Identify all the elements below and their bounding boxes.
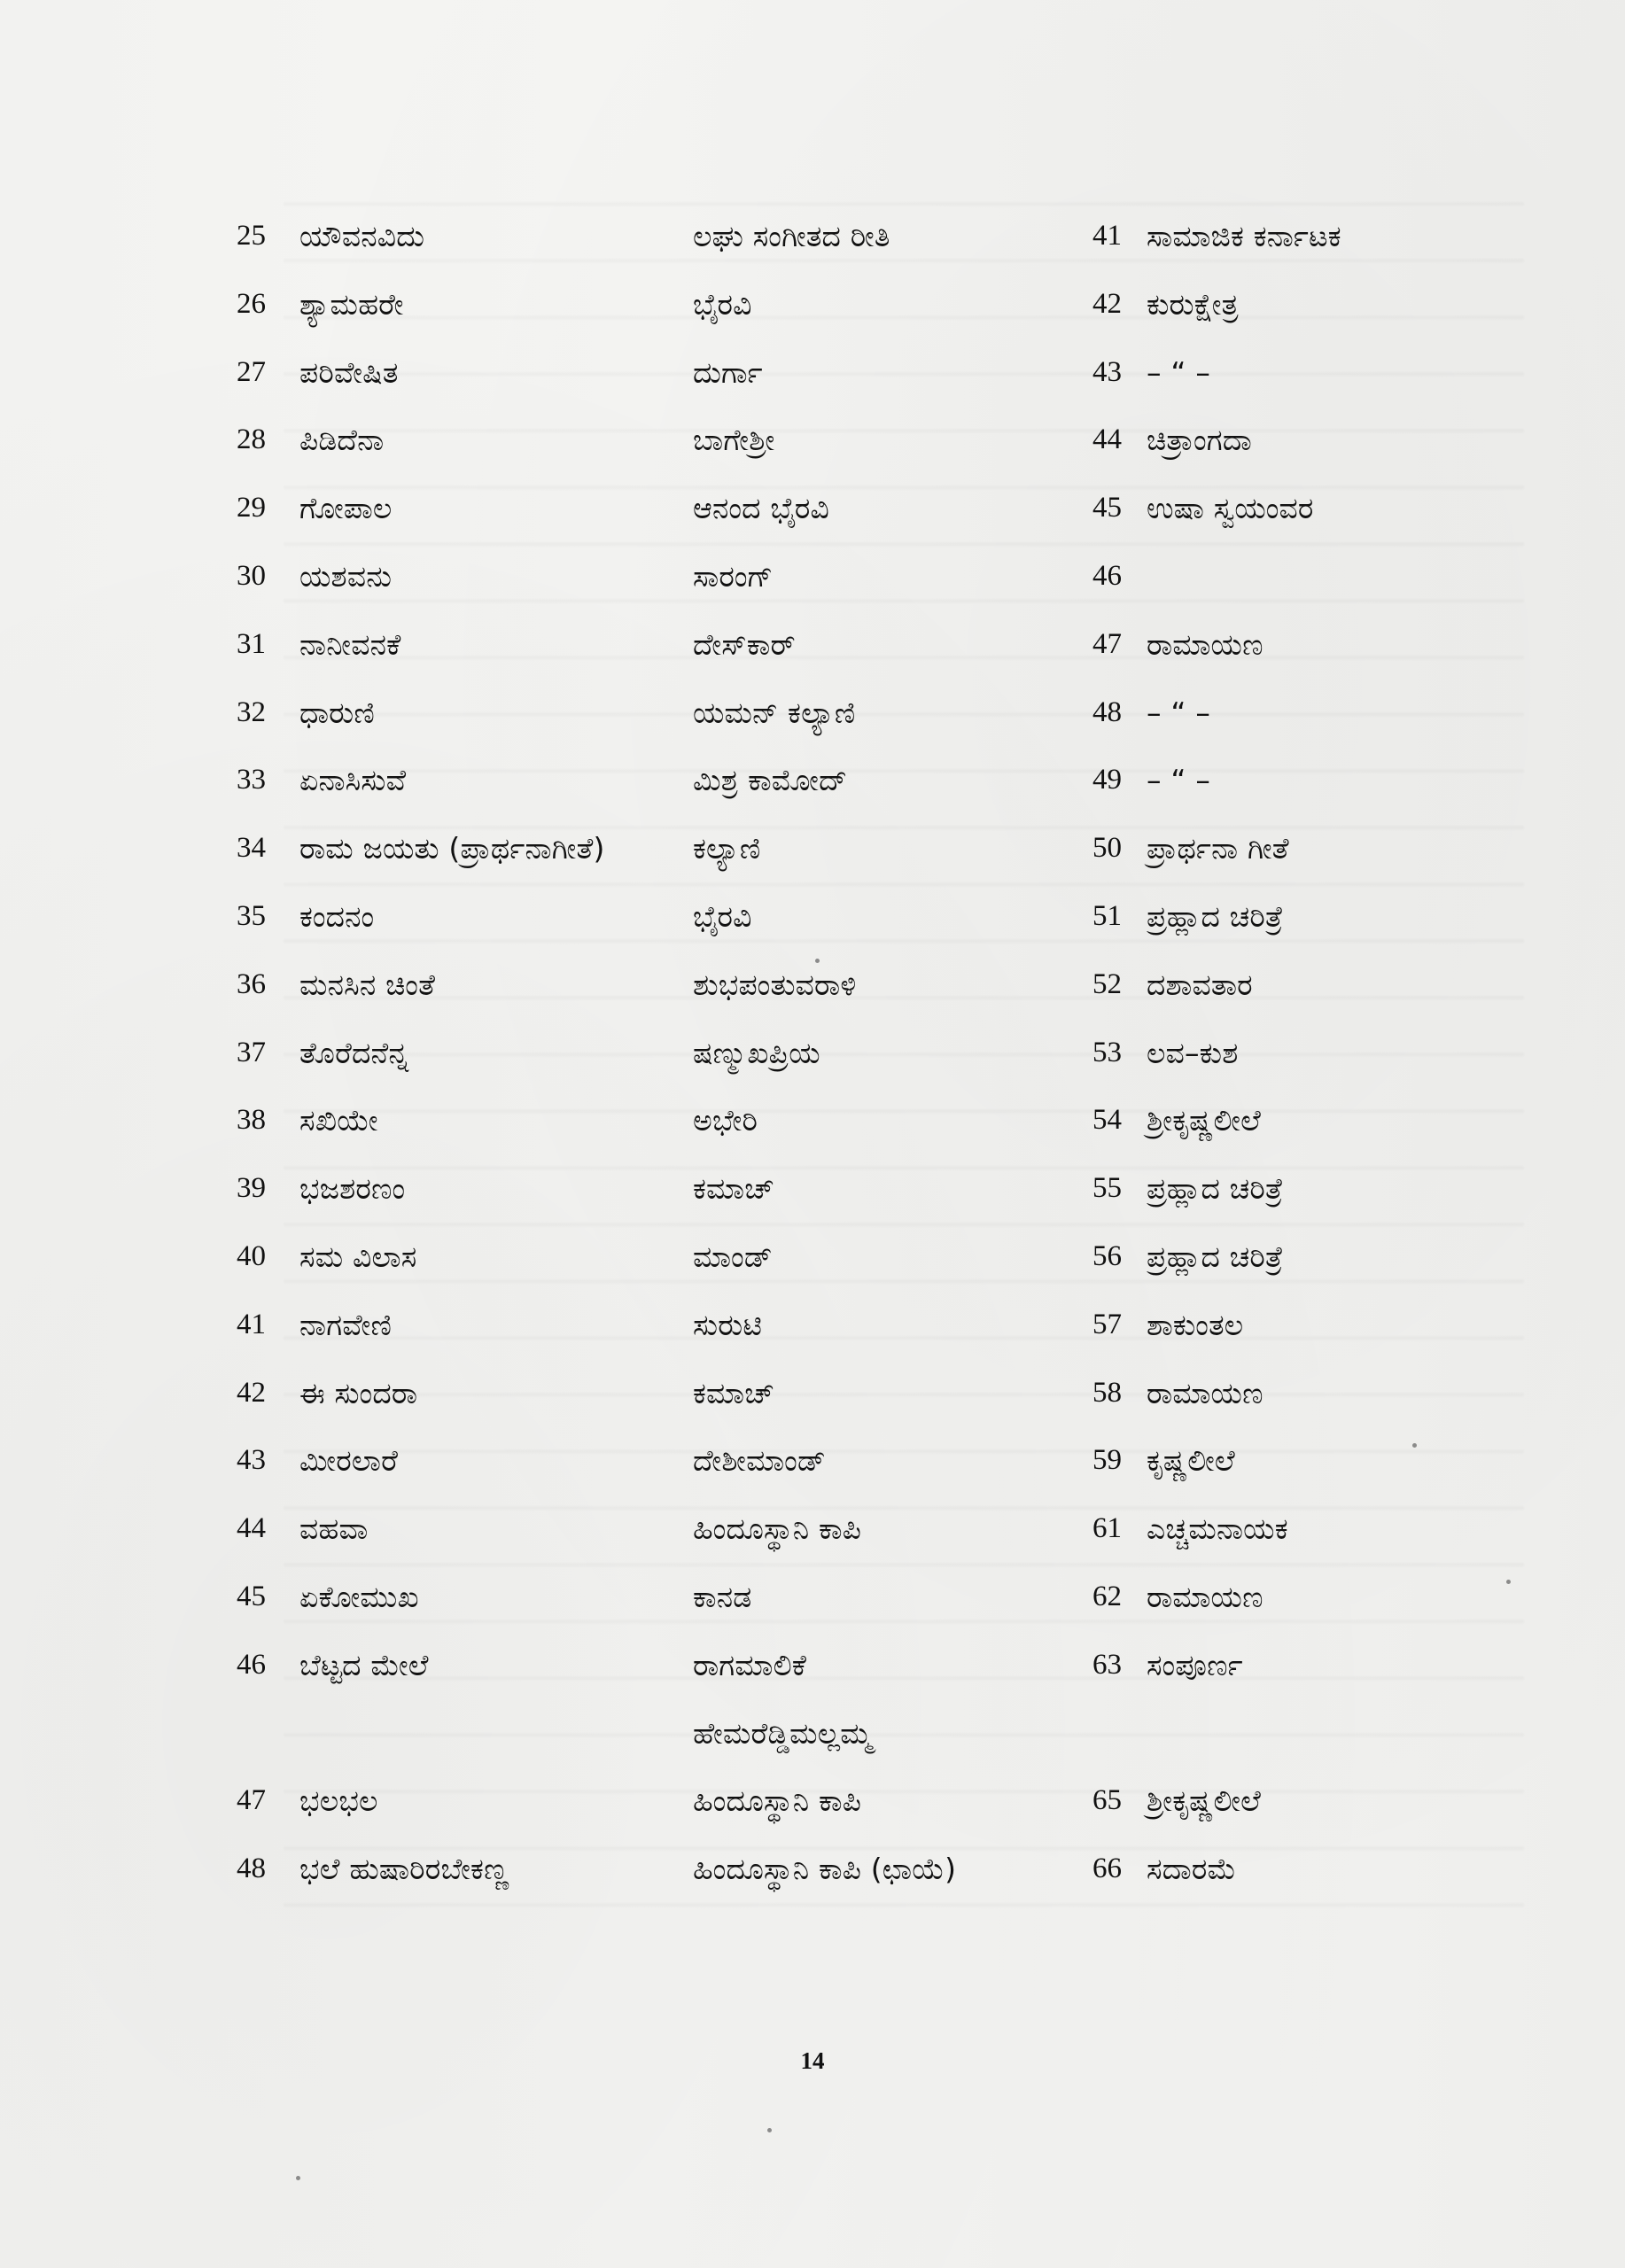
drama-name: ಚಿತ್ರಾಂಗದಾ — [1147, 423, 1253, 458]
raga-name: ಶುಭಪಂತುವರಾಳಿ — [693, 967, 857, 1002]
raga-name: ಕಲ್ಯಾಣಿ — [693, 831, 761, 866]
raga-name: ಮಾಂಡ್ — [693, 1239, 773, 1274]
drama-name: ಸಂಪೂರ್ಣ — [1147, 1647, 1243, 1682]
drama-name: – “ – — [1147, 354, 1211, 390]
left-title: ಏಕೋಮುಖ — [299, 1579, 419, 1614]
raga-name: ದೇಸ್‌ಕಾರ್ — [693, 626, 796, 662]
right-number: 59 — [1092, 1444, 1122, 1477]
table-row — [213, 286, 1382, 358]
right-number: 47 — [1092, 627, 1122, 660]
drama-name: ಶಾಕುಂತಲ — [1147, 1307, 1244, 1342]
right-number: 56 — [1092, 1239, 1122, 1272]
left-title: ತೊರೆದನೆನ್ನ — [299, 1035, 409, 1070]
drama-name: ಎಚ್ಚಮನಾಯಕ — [1147, 1511, 1288, 1547]
raga-name: ಹಿಂದೂಸ್ಥಾನಿ ಕಾಪಿ (ಛಾಯೆ) — [693, 1852, 957, 1887]
drama-name: ಪ್ರಹ್ಲಾದ ಚರಿತ್ರೆ — [1147, 1171, 1284, 1207]
paper-speck — [296, 2176, 300, 2180]
table-row — [213, 1511, 1382, 1582]
left-title: ನಾಗವೇಣಿ — [299, 1307, 393, 1342]
right-number: 41 — [1092, 220, 1122, 252]
raga-name: ಭೈರವಿ — [693, 286, 752, 322]
left-number: 46 — [237, 1648, 266, 1681]
left-title: ಮೀರಲಾರೆ — [299, 1443, 399, 1479]
left-number: 42 — [237, 1376, 266, 1409]
left-title: ಭಜಶರಣಂ — [299, 1171, 406, 1207]
right-number: 66 — [1092, 1852, 1122, 1885]
drama-name: ಲವ–ಕುಶ — [1147, 1035, 1239, 1070]
table-row — [213, 425, 1382, 493]
right-number: 49 — [1092, 764, 1122, 796]
table-row — [213, 558, 1382, 630]
raga-name: ಹೇಮರೆಡ್ಡಿಮಲ್ಲಮ್ಮ — [693, 1715, 873, 1751]
paper-speck — [1412, 1443, 1417, 1448]
drama-name: ರಾಮಾಯಣ — [1147, 626, 1263, 662]
table-row — [213, 1854, 1382, 1922]
left-title: ಪರಿವೇಷಿತ — [299, 354, 399, 390]
right-number: 53 — [1092, 1036, 1122, 1068]
left-number: 43 — [237, 1444, 266, 1477]
raga-name: ದುರ್ಗಾ — [693, 354, 763, 390]
table-row — [213, 1647, 1382, 1719]
left-title: ಧಾರುಣಿ — [299, 695, 375, 730]
raga-name: ಸುರುಟಿ — [693, 1307, 763, 1342]
right-number: 43 — [1092, 355, 1122, 388]
page-number: 14 — [800, 2047, 825, 2074]
table-row — [213, 1783, 1382, 1854]
left-number: 28 — [237, 423, 266, 456]
right-number: 52 — [1092, 967, 1122, 1000]
table-row — [213, 1171, 1382, 1242]
raga-name: ಕಮಾಚ್ — [693, 1171, 774, 1207]
left-title: ಶ್ಯಾಮಹರೇ — [299, 286, 404, 322]
left-title: ಏನಾಸಿಸುವೆ — [299, 763, 407, 798]
right-number: 51 — [1092, 899, 1122, 932]
left-title: ವಹವಾ — [299, 1511, 369, 1547]
drama-name: ಪ್ರಹ್ಲಾದ ಚರಿತ್ರೆ — [1147, 1239, 1284, 1274]
left-number: 33 — [237, 764, 266, 796]
table-row — [213, 1715, 1382, 1787]
left-number: 26 — [237, 287, 266, 320]
table-row — [213, 1307, 1382, 1379]
left-number: 25 — [237, 220, 266, 252]
left-number: 48 — [237, 1852, 266, 1885]
left-number: 34 — [237, 832, 266, 865]
left-number: 35 — [237, 899, 266, 932]
left-number: 37 — [237, 1036, 266, 1068]
left-title: ಭಲೆ ಹುಷಾರಿರಬೇಕಣ್ಣ — [299, 1852, 509, 1887]
raga-name: ಮಿಶ್ರ ಕಾಮೋದ್ — [693, 763, 848, 798]
table-row — [213, 1579, 1382, 1651]
paper-speck — [767, 2128, 772, 2132]
left-number: 39 — [237, 1172, 266, 1205]
table-row — [213, 626, 1382, 698]
table-row — [213, 898, 1382, 970]
raga-name: ರಾಗಮಾಲಿಕೆ — [693, 1647, 807, 1682]
table-row — [213, 1239, 1382, 1310]
drama-name: ಸಾಮಾಜಿಕ ಕರ್ನಾಟಕ — [1147, 219, 1341, 253]
table-row — [213, 765, 1382, 834]
drama-name: ಪ್ರಾರ್ಥನಾ ಗೀತೆ — [1147, 831, 1289, 866]
raga-name: ಭೈರವಿ — [693, 898, 752, 934]
left-title: ಯಶವನು — [299, 558, 393, 594]
left-number: 41 — [237, 1308, 266, 1340]
left-number: 38 — [237, 1104, 266, 1137]
right-number: 62 — [1092, 1580, 1122, 1612]
raga-name: ಕಮಾಚ್ — [693, 1375, 774, 1410]
right-number: 57 — [1092, 1308, 1122, 1340]
right-number: 63 — [1092, 1648, 1122, 1681]
raga-name: ಹಿಂದೂಸ್ಥಾನಿ ಕಾಪಿ — [693, 1511, 862, 1547]
right-number: 58 — [1092, 1376, 1122, 1409]
drama-name: ಪ್ರಹ್ಲಾದ ಚರಿತ್ರೆ — [1147, 898, 1284, 934]
left-title: ಭಲಭಲ — [299, 1783, 378, 1819]
left-number: 30 — [237, 559, 266, 592]
right-number: 61 — [1092, 1512, 1122, 1545]
right-number: 65 — [1092, 1784, 1122, 1817]
drama-name: ದಶಾವತಾರ — [1147, 967, 1253, 1002]
table-row — [213, 221, 1382, 290]
right-number: 55 — [1092, 1172, 1122, 1205]
raga-name: ದೇಶೀಮಾಂಡ್ — [693, 1443, 826, 1479]
left-number: 29 — [237, 492, 266, 524]
drama-name: ಉಷಾ ಸ್ವಯಂವರ — [1147, 491, 1314, 526]
left-title: ರಾಮ ಜಯತು (ಪ್ರಾರ್ಥನಾಗೀತೆ) — [299, 831, 605, 866]
paper-speck — [1506, 1580, 1511, 1584]
raga-name: ಕಾನಡ — [693, 1579, 752, 1614]
left-title: ಬೆಟ್ಟದ ಮೇಲೆ — [299, 1647, 429, 1682]
table-row — [213, 1103, 1382, 1174]
left-number: 44 — [237, 1512, 266, 1545]
left-number: 47 — [237, 1784, 266, 1817]
left-title: ಯೌವನವಿದು — [299, 219, 425, 253]
drama-name: ರಾಮಾಯಣ — [1147, 1375, 1263, 1410]
drama-name: ಶ್ರೀಕೃಷ್ಣಲೀಲೆ — [1147, 1783, 1262, 1819]
table-row — [213, 1375, 1382, 1447]
raga-name: ಬಾಗೇಶ್ರೀ — [693, 423, 775, 458]
drama-name: – “ – — [1147, 763, 1211, 798]
song-list-table — [213, 221, 1382, 1922]
left-number: 45 — [237, 1580, 266, 1612]
left-number: 36 — [237, 967, 266, 1000]
left-number: 31 — [237, 627, 266, 660]
right-number: 42 — [1092, 287, 1122, 320]
drama-name: – “ – — [1147, 695, 1211, 730]
raga-name: ಲಘು ಸಂಗೀತದ ರೀತಿ — [693, 219, 890, 253]
raga-name: ಆನಂದ ಭೈರವಿ — [693, 491, 829, 526]
table-row — [213, 695, 1382, 766]
left-title: ಗೋಪಾಲ — [299, 491, 393, 526]
paper-speck — [815, 959, 820, 963]
table-row — [213, 493, 1382, 562]
left-title: ನಾನೀವನಕೆ — [299, 626, 401, 662]
drama-name: ಕೃಷ್ಣಲೀಲೆ — [1147, 1443, 1235, 1479]
table-row — [213, 1443, 1382, 1514]
table-row — [213, 1035, 1382, 1107]
drama-name: ರಾಮಾಯಣ — [1147, 1579, 1263, 1614]
left-title: ಮನಸಿನ ಚಿಂತೆ — [299, 967, 436, 1002]
drama-name: ಶ್ರೀಕೃಷ್ಣಲೀಲೆ — [1147, 1103, 1262, 1138]
right-number: 54 — [1092, 1104, 1122, 1137]
raga-name: ಷಣ್ಮುಖಪ್ರಿಯ — [693, 1035, 820, 1070]
left-number: 32 — [237, 695, 266, 728]
table-row — [213, 967, 1382, 1038]
left-title: ಕಂದನಂ — [299, 898, 375, 934]
left-title: ಸಮ ವಿಲಾಸ — [299, 1239, 417, 1274]
left-number: 40 — [237, 1239, 266, 1272]
left-title: ಸಖಿಯೇ — [299, 1103, 378, 1138]
left-number: 27 — [237, 355, 266, 388]
raga-name: ಅಭೇರಿ — [693, 1103, 758, 1138]
left-title: ಪಿಡಿದೆನಾ — [299, 423, 385, 458]
table-row — [213, 831, 1382, 902]
left-title: ಈ ಸುಂದರಾ — [299, 1375, 418, 1410]
right-number: 44 — [1092, 423, 1122, 456]
drama-name: ಸದಾರಮೆ — [1147, 1852, 1237, 1887]
right-number: 50 — [1092, 832, 1122, 865]
right-number: 45 — [1092, 492, 1122, 524]
right-number: 48 — [1092, 695, 1122, 728]
raga-name: ಯಮನ್ ಕಲ್ಯಾಣಿ — [693, 695, 856, 730]
right-number: 46 — [1092, 559, 1122, 592]
raga-name: ಸಾರಂಗ್ — [693, 558, 774, 594]
table-row — [213, 354, 1382, 426]
drama-name: ಕುರುಕ್ಷೇತ್ರ — [1147, 286, 1239, 322]
raga-name: ಹಿಂದೂಸ್ಥಾನಿ ಕಾಪಿ — [693, 1783, 862, 1819]
